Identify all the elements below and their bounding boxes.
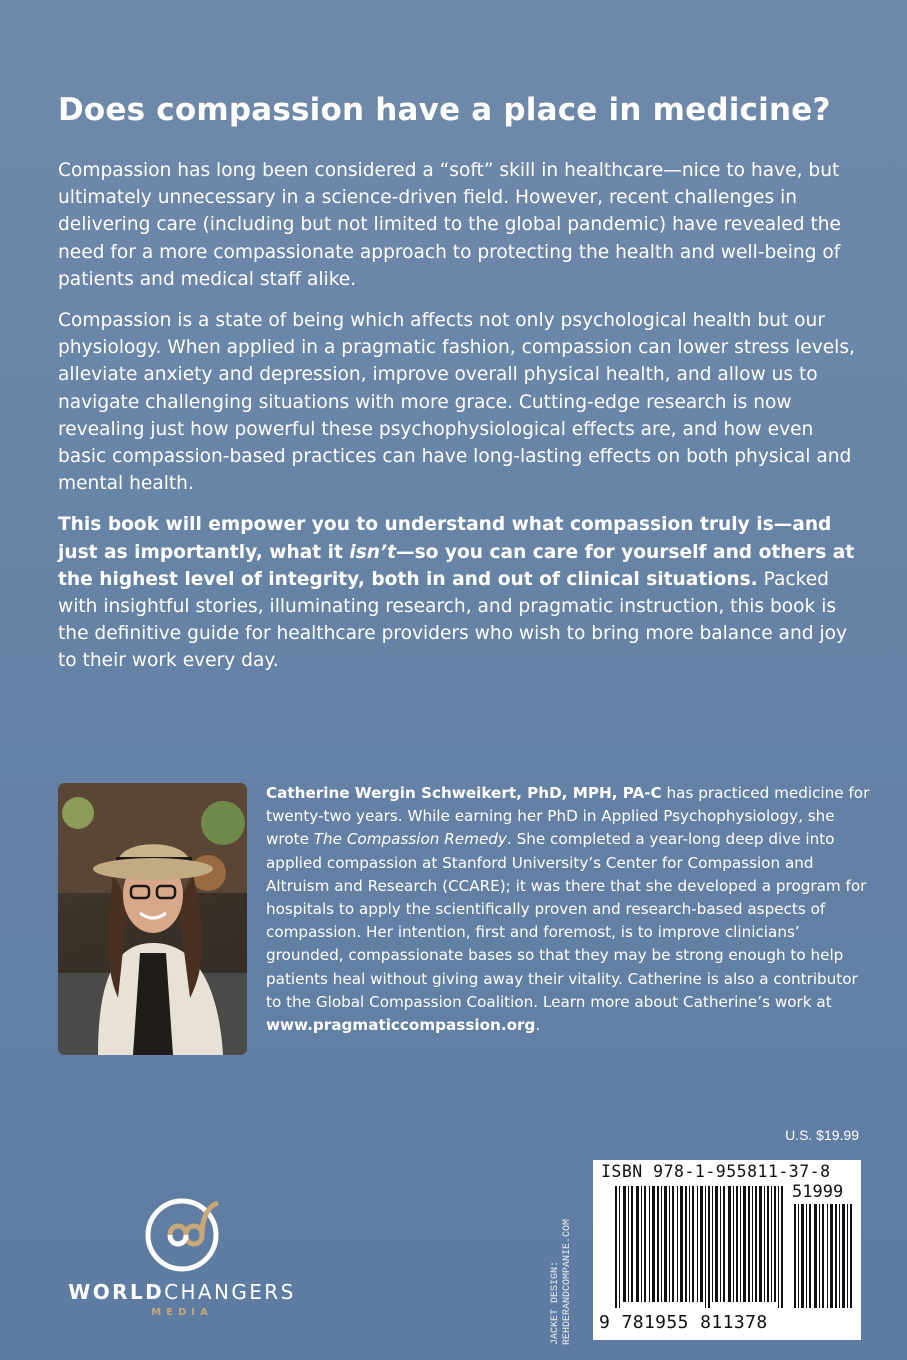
paragraph-2: Compassion is a state of being which affects not only psychological health but our physiology. When applied in a pragmatic fashion, compassion can lower stress levels, alleviate anxiety and depression, improve overall physical health, and allow us to navigate challenging situations with more grace. Cutting-edge research is now revealing just how powerful these psychophysiological effects are, and how even basic compassion-based practices can have long-lasting effects on both physical and mental health.: [58, 310, 855, 495]
price-label: U.S. $19.99: [785, 1127, 859, 1143]
author-name: Catherine Wergin Schweikert, PhD, MPH, PA-C: [266, 784, 662, 802]
paragraph-1: Compassion has long been considered a “soft” skill in healthcare—nice to have, but ultimately unnecessary in a science-driven field. However, recent challenges in delivering care (including but not limited to the global pandemic) have revealed the need for a more compassionate approach to protecting the health and well-being of patients and medical staff alike.: [58, 160, 841, 290]
author-photo: [58, 783, 247, 1055]
isbn-label: ISBN 978-1-955811-37-8: [601, 1162, 831, 1181]
price-code: 51999: [792, 1182, 844, 1202]
bio-end: .: [535, 1016, 541, 1035]
description: [58, 157, 858, 689]
paragraph-3-bold-italic: isn’t: [349, 541, 396, 563]
paragraph-3-regular: Packed with insightful stories, illuminating research, and pragmatic instruction, this book is the definitive guide for healthcare providers who wish to bring more balance and joy to their work every day.: [58, 568, 847, 672]
infinity-circle-icon: [52, 1195, 312, 1275]
author-bio: [266, 782, 876, 1037]
publisher-subtitle: MEDIA: [151, 1307, 213, 1318]
author-website-link[interactable]: www.pragmaticcompassion.org: [266, 1016, 536, 1035]
bio-text-a: has practiced medicine for twenty-two years. While earning her PhD in Applied Psychophysiology, she wrote: [266, 784, 870, 849]
jacket-design-credit: [550, 1175, 586, 1345]
publisher-name: [52, 1280, 312, 1304]
credit-line-2: REHDERANDCOMPANIE.COM: [562, 1218, 573, 1345]
bio-book-title: The Compassion Remedy: [313, 830, 507, 849]
headline: Does compassion have a place in medicine?: [58, 92, 831, 128]
bio-text-b: . She completed a year-long deep dive into applied compassion at Stanford University’s Center for Compassion and Altruism and Research (CCARE); it was there that she developed a program for hospitals to apply the scientifically proven and research-based aspects of compassion. Her intention, first and foremost, is to improve clinicians’ grounded, compassionate bases so that they may be strong enough to help patients heal without giving away their vitality. Catherine is also a contributor to the Global Compassion Coalition. Learn more about Catherine’s work at: [266, 830, 867, 1011]
credit-line-1: JACKET DESIGN:: [550, 1260, 561, 1345]
publisher-logo: [52, 1195, 312, 1325]
publisher-name-part1: WORLD: [68, 1280, 165, 1304]
paragraph-3-bold-a: This book will empower you to understand what compassion truly is—and just as importantly, what it: [58, 514, 832, 563]
author-portrait-image: [58, 783, 247, 1055]
paragraph-3-bold-b: —so you can care for yourself and others at the highest level of integrity, both in and out of clinical situations.: [58, 541, 855, 590]
isbn-digits: 9 781955 811378: [599, 1312, 768, 1333]
isbn-barcode: [593, 1160, 861, 1340]
paragraph-3: [58, 511, 858, 674]
publisher-name-part2: CHANGERS: [164, 1280, 296, 1304]
